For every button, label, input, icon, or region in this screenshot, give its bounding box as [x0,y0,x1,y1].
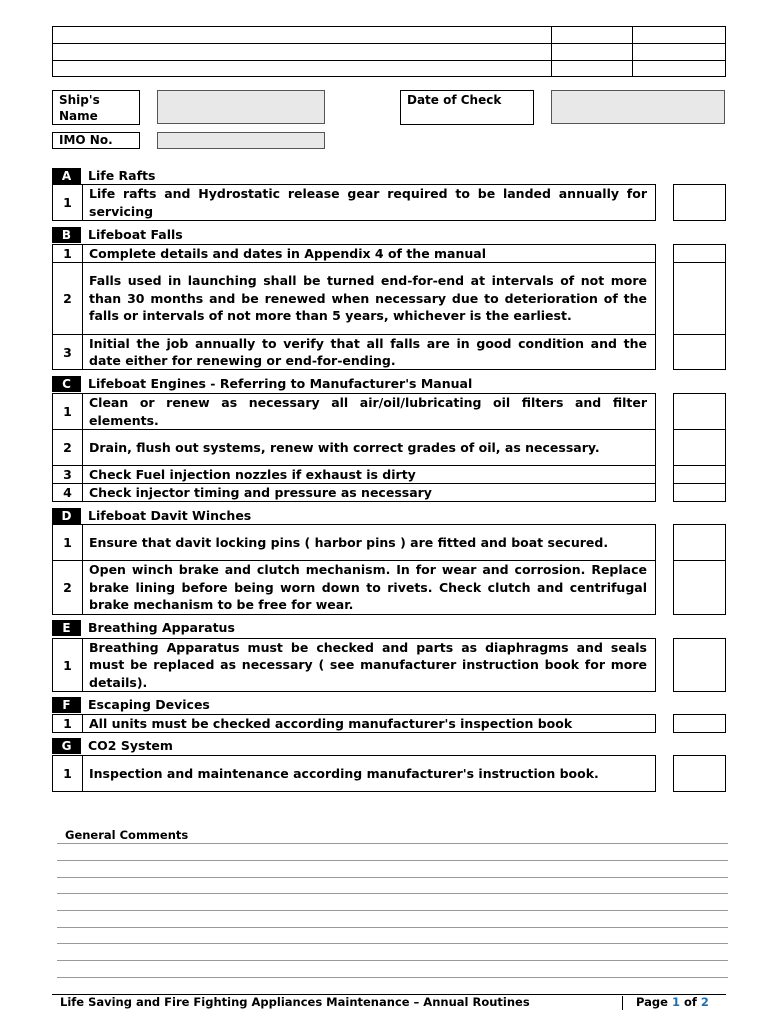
row-number: 1 [53,525,83,560]
checklist-row [52,524,656,561]
page-total: 2 [700,995,709,1009]
checklist-row [52,429,656,466]
header-table [52,26,726,77]
row-text: Ensure that davit locking pins ( harbor pins ) are fitted and boat secured. [89,534,609,550]
row-number: 1 [53,639,83,691]
section-title: CO2 System [88,738,173,753]
row-text: All units must be checked according manufacturer's inspection book [89,715,573,731]
row-text: Complete details and dates in Appendix 4 of the manual [89,245,486,261]
section-letter: E [52,620,81,636]
row-text: Check Fuel injection nozzles if exhaust is dirty [89,466,416,482]
row-number: 4 [53,484,83,501]
row-number: 1 [53,245,83,262]
checklist-row [52,244,656,263]
section-title: Escaping Devices [88,697,210,712]
row-text: Life rafts and Hydrostatic release gear required to be landed annually for servicing [89,186,647,219]
check-box[interactable] [673,483,726,502]
page-word: Page [636,995,668,1009]
date-of-check-field[interactable] [551,90,725,124]
date-of-check-label: Date of Check [400,90,534,125]
section-title: Lifeboat Davit Winches [88,508,252,523]
check-box[interactable] [673,465,726,484]
section-letter: G [52,738,81,754]
comment-line[interactable] [57,843,728,844]
section-letter: A [52,168,81,184]
check-box[interactable] [673,524,726,561]
checklist-row [52,184,656,221]
check-box[interactable] [673,429,726,466]
check-box[interactable] [673,334,726,370]
row-text: Open winch brake and clutch mechanism. In for wear and corrosion. Replace brake lining before being worn down to rivets. Check clutch and centrifugal brake mechanism to be free for wear. [89,562,647,613]
row-number: 1 [53,756,83,791]
checklist-row [52,334,656,370]
comment-line[interactable] [57,977,728,978]
section-title: Breathing Apparatus [88,620,235,635]
row-number: 2 [53,561,83,614]
imo-label: IMO No. [52,132,140,149]
row-text: Initial the job annually to verify that all falls are in good condition and the date either for renewing or end-for-ending. [89,335,647,368]
comment-line[interactable] [57,910,728,911]
checklist-row [52,393,656,430]
section-letter: D [52,508,81,524]
section-letter: B [52,227,81,243]
comment-line[interactable] [57,943,728,944]
check-box[interactable] [673,560,726,615]
section-title: Lifeboat Engines - Referring to Manufacturer's Manual [88,376,473,391]
check-box[interactable] [673,755,726,792]
ships-name-field[interactable] [157,90,325,124]
row-number: 3 [53,335,83,369]
header-table-divider [632,27,633,76]
page-indicator [636,995,709,1009]
row-number: 1 [53,185,83,220]
checklist-row [52,483,656,502]
checklist-row [52,465,656,484]
row-text: Clean or renew as necessary all air/oil/lubricating oil filters and filter elements. [89,395,647,428]
header-table-divider [551,27,552,76]
footer-title: Life Saving and Fire Fighting Appliances Maintenance – Annual Routines [60,995,530,1009]
check-box[interactable] [673,714,726,733]
comment-line[interactable] [57,893,728,894]
check-box[interactable] [673,393,726,430]
check-box[interactable] [673,262,726,335]
row-text: Inspection and maintenance according manufacturer's instruction book. [89,765,599,781]
row-number: 1 [53,715,83,732]
check-box[interactable] [673,244,726,263]
ships-name-label: Ship's Name [52,90,140,125]
comment-line[interactable] [57,960,728,961]
comment-line[interactable] [57,927,728,928]
row-number: 2 [53,263,83,334]
general-comments-label: General Comments [65,828,189,842]
section-title: Lifeboat Falls [88,227,183,242]
check-box[interactable] [673,184,726,221]
section-title: Life Rafts [88,168,156,183]
checklist-row [52,262,656,335]
row-number: 2 [53,430,83,465]
comment-line[interactable] [57,860,728,861]
comment-line[interactable] [57,877,728,878]
row-text: Check injector timing and pressure as necessary [89,484,432,500]
header-table-rule [53,43,725,44]
row-number: 3 [53,466,83,483]
row-number: 1 [53,394,83,429]
checklist-row [52,560,656,615]
footer-separator [622,996,623,1010]
page-number: 1 [671,995,680,1009]
imo-field[interactable] [157,132,325,149]
check-box[interactable] [673,638,726,692]
checklist-row [52,638,656,692]
of-word: of [683,995,697,1009]
row-text: Breathing Apparatus must be checked and parts as diaphragms and seals must be replaced as necessary ( see manufacturer instruction book for more details). [89,639,647,690]
checklist-row [52,755,656,792]
header-table-rule [53,60,725,61]
row-text: Drain, flush out systems, renew with correct grades of oil, as necessary. [89,439,600,455]
row-text: Falls used in launching shall be turned end-for-end at intervals of not more than 30 months and be renewed when necessary due to deterioration of the falls or intervals of not more than 5 years, whichever is the earliest. [89,273,647,324]
checklist-row [52,714,656,733]
section-letter: C [52,376,81,392]
section-letter: F [52,697,81,713]
